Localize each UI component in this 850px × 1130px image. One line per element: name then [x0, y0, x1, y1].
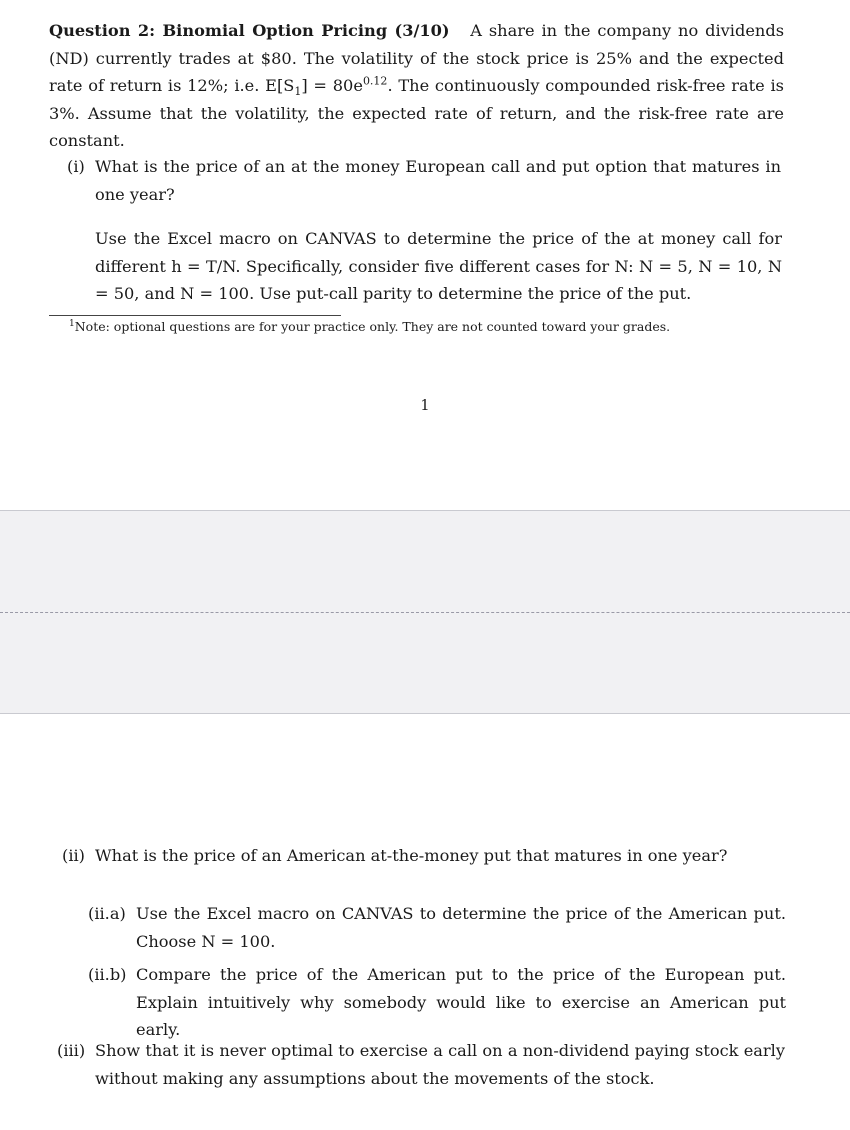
intro-text-c: . The continuously compounded risk-free rate is 3%. Assume that the volatility, the expected rate of return, and the risk-free rate are constant. — [49, 76, 784, 150]
part-ii-b-text: Compare the price of the American put to the price of the European put. Explain intuitively why somebody would like to exercise an American put early. — [136, 965, 786, 1039]
question-intro — [49, 17, 784, 155]
footnote-rule — [49, 315, 341, 316]
part-i-detail-text: Use the Excel macro on CANVAS to determine the price of the at money call for different h = T/N. Specifically, consider five different cases for N: N = 5, N = 10, N = 50, and N = 100. Use put-call parity to determine the price of the put. — [95, 229, 782, 303]
part-ii-a-label: (ii.a) — [88, 904, 126, 923]
page-break-divider — [0, 612, 850, 613]
part-ii-a-text: Use the Excel macro on CANVAS to determine the price of the American put. Choose N = 100. — [136, 904, 786, 951]
page-1 — [0, 0, 850, 510]
part-ii-question: What is the price of an American at-the-money put that matures in one year? — [95, 846, 728, 865]
page-number: 1 — [420, 398, 430, 414]
footnote-text: Note: optional questions are for your practice only. They are not counted toward your grades. — [74, 319, 671, 334]
part-iii-text: Show that it is never optimal to exercise a call on a non-dividend paying stock early without making any assumptions about the movements of the stock. — [95, 1041, 785, 1088]
question-heading: Question 2: Binomial Option Pricing (3/10) — [49, 21, 450, 40]
part-iii-label: (iii) — [57, 1041, 86, 1060]
page-2 — [0, 714, 850, 1130]
part-i-question: What is the price of an at the money European call and put option that matures in one year? — [95, 157, 781, 204]
intro-superscript: 0.12 — [362, 74, 388, 88]
part-i-label: (i) — [67, 157, 85, 176]
footnote-marker: 1 — [69, 318, 75, 329]
intro-text-b: ] = 80e — [301, 76, 363, 95]
intro-subscript: 1 — [294, 85, 302, 99]
page-gap — [0, 510, 850, 714]
part-ii-label: (ii) — [62, 846, 85, 865]
footnote — [69, 318, 749, 336]
intro-text-a: A share in the company no dividends (ND) currently trades at $80. The volatility of the stock price is 25% and the expected rate of return is 12%; i.e. E[S — [49, 21, 785, 95]
part-ii-b-label: (ii.b) — [88, 965, 127, 984]
